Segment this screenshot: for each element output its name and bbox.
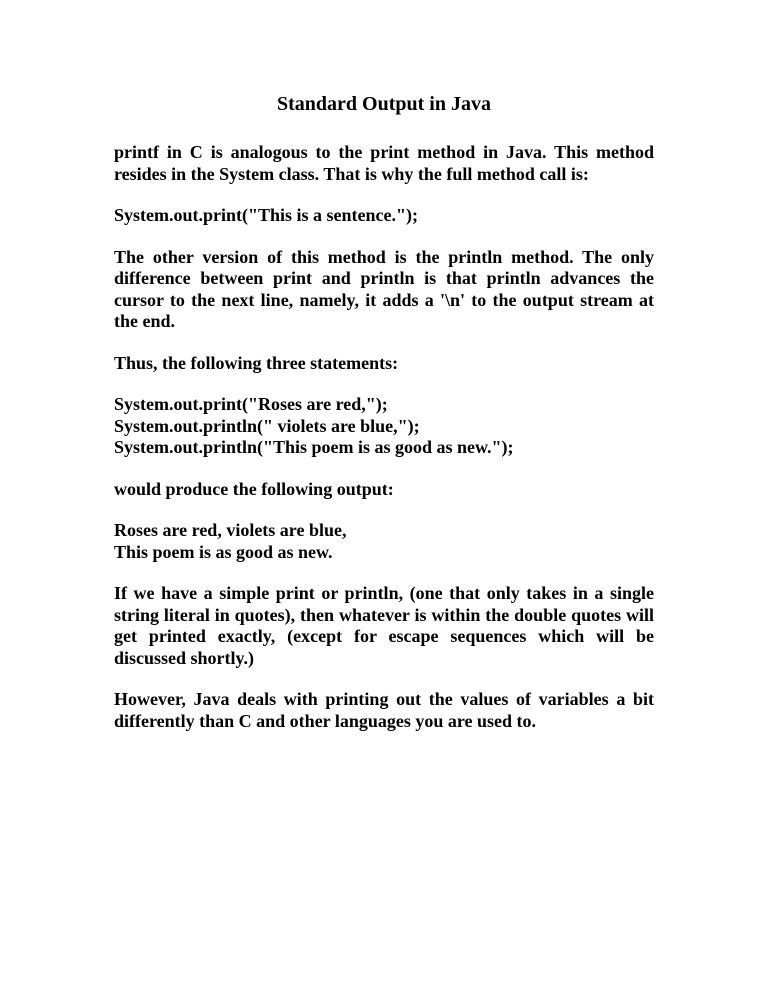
output-line: Roses are red, violets are blue,	[114, 520, 347, 540]
code-example-print	[114, 205, 654, 227]
paragraph-would-produce: would produce the following output:	[114, 478, 394, 499]
code-line: System.out.println("This poem is as good as new.");	[114, 437, 514, 457]
output-line: This poem is as good as new.	[114, 541, 333, 562]
code-line: System.out.print("Roses are red,");	[114, 394, 388, 414]
paragraph-println: The other version of this method is the println method. The only difference between print and println is that println advances the cursor to the next line, namely, it adds a '\n' to the output stream at the end.	[114, 246, 654, 331]
paragraph-thus: Thus, the following three statements:	[114, 352, 399, 373]
code-example-statements	[114, 394, 654, 459]
code-line: System.out.println(" violets are blue,");	[114, 415, 420, 436]
paragraph-variables: However, Java deals with printing out the values of variables a bit differently than C and other languages you are used to.	[114, 689, 654, 731]
output-example	[114, 520, 654, 563]
code-line: System.out.print("This is a sentence.");	[114, 205, 418, 225]
page-title: Standard Output in Java	[277, 93, 491, 115]
document-page	[114, 92, 654, 752]
paragraph-simple-print: If we have a simple print or println, (one that only takes in a single string literal in quotes), then whatever is within the double quotes will get printed exactly, (except for escape sequences which will be discussed shortly.)	[114, 583, 654, 668]
paragraph-intro: printf in C is analogous to the print method in Java. This method resides in the System class. That is why the full method call is:	[114, 142, 654, 184]
